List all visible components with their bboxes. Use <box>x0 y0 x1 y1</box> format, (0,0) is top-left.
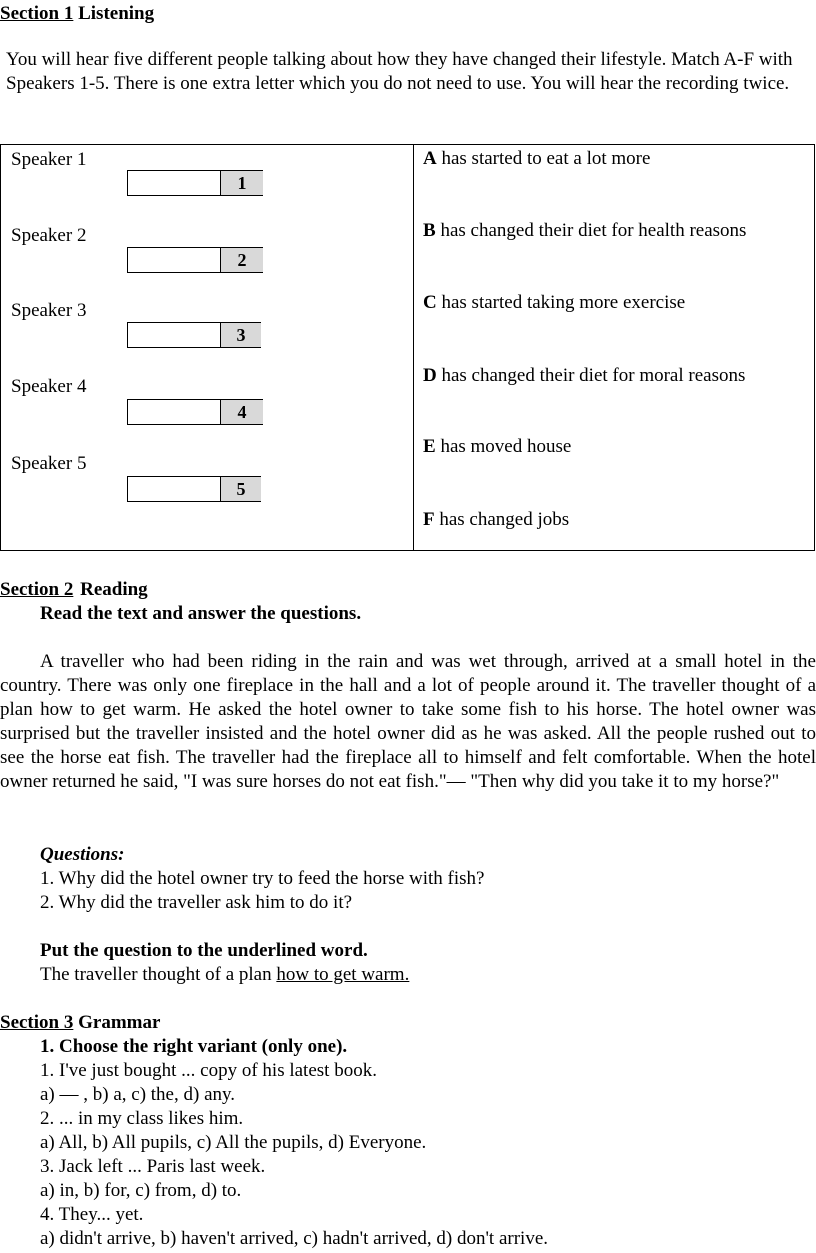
grammar-line-6: a) in, b) for, c) from, d) to. <box>40 1180 242 1201</box>
put-question-prefix: The traveller thought of a plan <box>40 964 277 985</box>
speaker-3-label: Speaker 3 <box>11 300 87 321</box>
question-2: 2. Why did the traveller ask him to do it? <box>40 892 353 913</box>
option-b-text: has changed their diet for health reasons <box>440 220 747 241</box>
section1-label: Section 1 <box>0 3 74 24</box>
option-f-text: has changed jobs <box>439 509 570 530</box>
speaker-4-answer-box <box>127 399 263 425</box>
grammar-line-5: 3. Jack left ... Paris last week. <box>40 1156 266 1177</box>
speaker-1-number: 1 <box>220 171 263 195</box>
grammar-line-2: a) — , b) a, c) the, d) any. <box>40 1084 236 1105</box>
option-d-text: has changed their diet for moral reasons <box>441 365 746 386</box>
option-a-text: has started to eat a lot more <box>441 148 651 169</box>
section3-task: 1. Choose the right variant (only one). <box>40 1036 348 1057</box>
option-b <box>423 219 746 243</box>
underlined-phrase: how to get warm. <box>276 964 410 985</box>
grammar-line-7: 4. They... yet. <box>40 1204 144 1225</box>
grammar-line-4: a) All, b) All pupils, c) All the pupils, d) Everyone. <box>40 1132 427 1153</box>
section1-header <box>0 2 154 26</box>
option-e-letter: E <box>423 436 436 457</box>
section3-header <box>0 1011 160 1035</box>
speaker-4-label: Speaker 4 <box>11 376 87 397</box>
section2-task: Read the text and answer the questions. <box>40 603 362 624</box>
question-1: 1. Why did the hotel owner try to feed the horse with fish? <box>40 868 485 889</box>
option-a-letter: A <box>423 148 437 169</box>
option-c <box>423 291 685 315</box>
option-f-letter: F <box>423 509 435 530</box>
option-d <box>423 364 745 388</box>
grammar-line-1: 1. I've just bought ... copy of his latest book. <box>40 1060 377 1081</box>
option-c-letter: C <box>423 292 437 313</box>
speaker-2-number: 2 <box>220 248 263 272</box>
put-question-sentence <box>40 963 409 987</box>
speaker-1-answer-box <box>127 170 263 196</box>
speaker-4-number: 4 <box>220 400 263 424</box>
section1-title: Listening <box>78 3 155 24</box>
speaker-2-label: Speaker 2 <box>11 225 87 246</box>
grammar-line-3: 2. ... in my class likes him. <box>40 1108 244 1129</box>
table-divider <box>413 145 414 550</box>
option-a <box>423 147 650 171</box>
option-e-text: has moved house <box>440 436 572 457</box>
reading-text: A traveller who had been riding in the rain and was wet through, arrived at a small hotel in the country. There was only one fireplace in the hall and a lot of people around it. The traveller thought of a plan how to get warm. He asked the hotel owner to take some fish to his horse. The hotel owner was surprised but the traveller insisted and the hotel owner did as he was asked. All the people rushed out to see the horse eat fish. The traveller had the fireplace all to himself and felt comfortable. When the hotel owner returned he said, "I was sure horses do not eat fish."— "Then why did you take it to my horse?" <box>0 651 816 792</box>
speaker-2-answer-box <box>127 247 263 273</box>
section2-label: Section 2 <box>0 579 74 600</box>
speaker-5-label: Speaker 5 <box>11 453 87 474</box>
option-e <box>423 435 571 459</box>
speaker-3-number: 3 <box>220 323 261 347</box>
option-b-letter: B <box>423 220 436 241</box>
section3-title: Grammar <box>78 1012 161 1033</box>
speaker-5-answer-box <box>127 476 261 502</box>
questions-heading: Questions: <box>40 844 125 865</box>
speaker-3-answer-input[interactable] <box>128 323 220 347</box>
speaker-5-number: 5 <box>220 477 261 501</box>
section1-instructions: You will hear five different people talking about how they have changed their lifestyle. Match A-F with Speakers 1-5. There is one extra letter which you do not need to use. You will hear the recording twice. <box>6 49 793 94</box>
option-c-text: has started taking more exercise <box>441 292 686 313</box>
matching-table <box>0 144 815 551</box>
section2-header <box>0 578 148 602</box>
put-question-heading: Put the question to the underlined word. <box>40 940 368 961</box>
speaker-5-answer-input[interactable] <box>128 477 220 501</box>
grammar-line-8: a) didn't arrive, b) haven't arrived, c) hadn't arrived, d) don't arrive. <box>40 1228 549 1249</box>
section2-title: Reading <box>80 579 148 600</box>
speaker-1-answer-input[interactable] <box>128 171 220 195</box>
option-f <box>423 508 569 532</box>
speaker-1-label: Speaker 1 <box>11 149 87 170</box>
section3-label: Section 3 <box>0 1012 74 1033</box>
speaker-4-answer-input[interactable] <box>128 400 220 424</box>
option-d-letter: D <box>423 365 437 386</box>
speaker-2-answer-input[interactable] <box>128 248 220 272</box>
speaker-3-answer-box <box>127 322 261 348</box>
